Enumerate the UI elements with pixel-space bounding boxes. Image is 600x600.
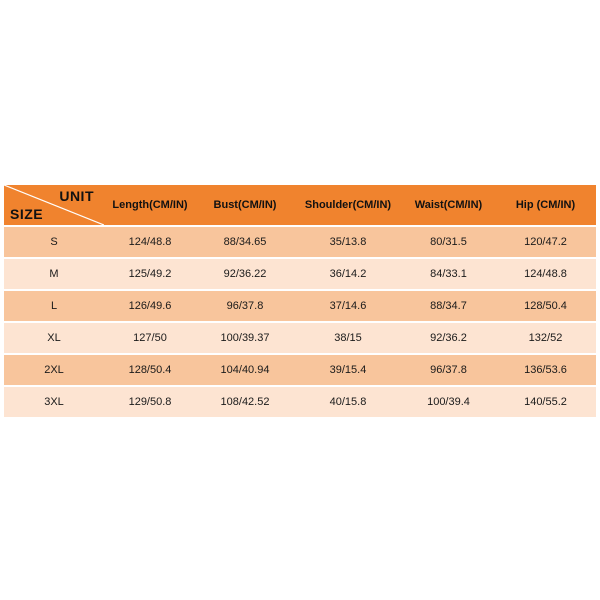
column-header-hip: Hip (CM/IN) [495, 185, 596, 227]
bust-cell: 100/39.37 [196, 323, 294, 355]
column-header-length: Length(CM/IN) [104, 185, 196, 227]
shoulder-cell: 36/14.2 [294, 259, 402, 291]
bust-cell: 88/34.65 [196, 227, 294, 259]
table-row [4, 323, 596, 355]
waist-cell: 88/34.7 [402, 291, 495, 323]
shoulder-cell: 40/15.8 [294, 387, 402, 419]
length-cell: 124/48.8 [104, 227, 196, 259]
length-cell: 126/49.6 [104, 291, 196, 323]
bust-cell: 96/37.8 [196, 291, 294, 323]
size-cell: 2XL [4, 355, 104, 387]
hip-cell: 124/48.8 [495, 259, 596, 291]
hip-cell: 136/53.6 [495, 355, 596, 387]
hip-cell: 120/47.2 [495, 227, 596, 259]
length-cell: 125/49.2 [104, 259, 196, 291]
waist-cell: 100/39.4 [402, 387, 495, 419]
size-cell: M [4, 259, 104, 291]
shoulder-cell: 37/14.6 [294, 291, 402, 323]
column-header-shoulder: Shoulder(CM/IN) [294, 185, 402, 227]
shoulder-cell: 35/13.8 [294, 227, 402, 259]
table-row [4, 259, 596, 291]
size-cell: 3XL [4, 387, 104, 419]
table-row [4, 227, 596, 259]
bust-cell: 108/42.52 [196, 387, 294, 419]
bust-cell: 104/40.94 [196, 355, 294, 387]
table-row [4, 387, 596, 419]
length-cell: 127/50 [104, 323, 196, 355]
size-label: SIZE [10, 206, 44, 222]
length-cell: 128/50.4 [104, 355, 196, 387]
size-chart [4, 185, 596, 419]
header-row [4, 185, 596, 227]
shoulder-cell: 39/15.4 [294, 355, 402, 387]
bust-cell: 92/36.22 [196, 259, 294, 291]
size-cell: XL [4, 323, 104, 355]
table-row [4, 355, 596, 387]
waist-cell: 80/31.5 [402, 227, 495, 259]
size-cell: L [4, 291, 104, 323]
hip-cell: 128/50.4 [495, 291, 596, 323]
column-header-waist: Waist(CM/IN) [402, 185, 495, 227]
hip-cell: 132/52 [495, 323, 596, 355]
waist-cell: 96/37.8 [402, 355, 495, 387]
column-header-bust: Bust(CM/IN) [196, 185, 294, 227]
size-cell: S [4, 227, 104, 259]
waist-cell: 92/36.2 [402, 323, 495, 355]
table-row [4, 291, 596, 323]
length-cell: 129/50.8 [104, 387, 196, 419]
hip-cell: 140/55.2 [495, 387, 596, 419]
unit-label: UNIT [59, 188, 94, 204]
shoulder-cell: 38/15 [294, 323, 402, 355]
size-chart-table [4, 185, 596, 419]
waist-cell: 84/33.1 [402, 259, 495, 291]
corner-header-cell [4, 185, 104, 227]
